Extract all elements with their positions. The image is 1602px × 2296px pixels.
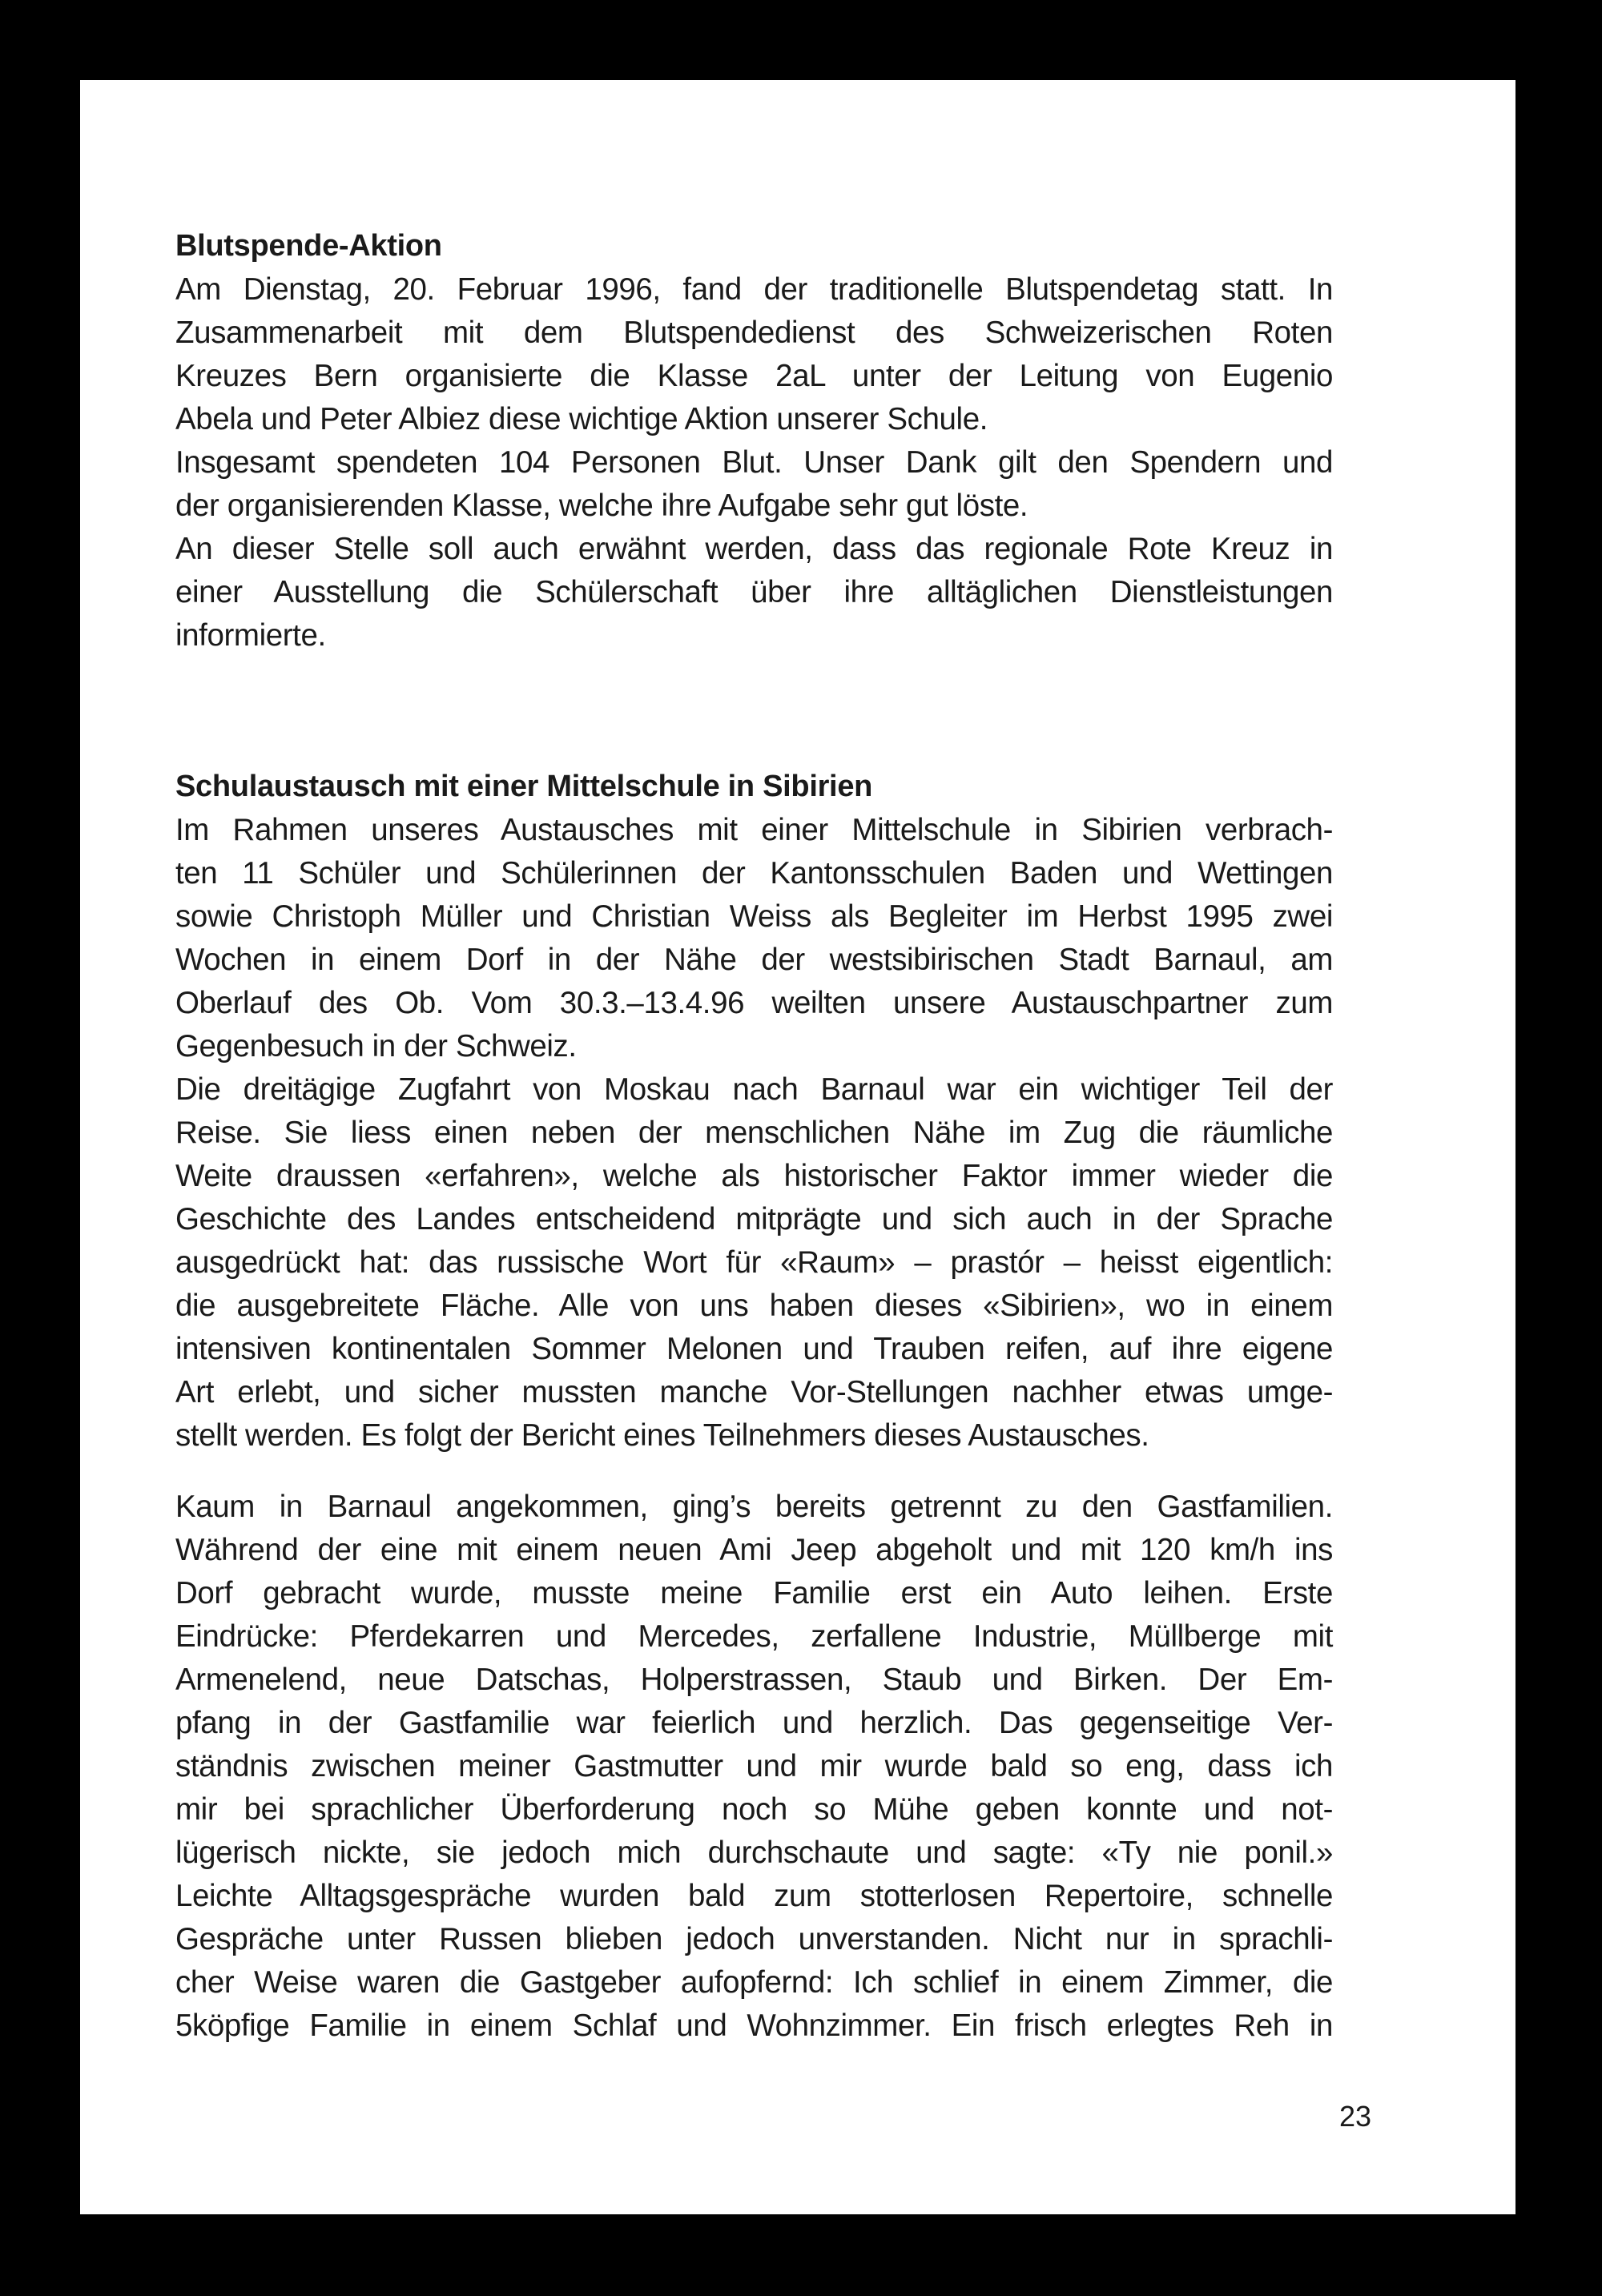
text-line: Kaum in Barnaul angekommen, ging’s bereits getrennt zu den Gastfamilien. [175,1490,1333,1524]
text-line: Die dreitägige Zugfahrt von Moskau nach Barnaul war ein wichtiger Teil der [175,1072,1333,1107]
text-line: Leichte Alltagsgespräche wurden bald zum stotterlosen Repertoire, schnelle [175,1879,1333,1913]
text-line: die ausgebreitete Fläche. Alle von uns haben dieses «Sibirien», wo in einem [175,1289,1333,1323]
text-line: Wochen in einem Dorf in der Nähe der westsibirischen Stadt Barnaul, am [175,943,1333,977]
text-line: An dieser Stelle soll auch erwähnt werden, dass das regionale Rote Kreuz in [175,532,1333,566]
section-heading: Schulaustausch mit einer Mittelschule in Sibirien [175,770,873,803]
text-line: ten 11 Schüler und Schülerinnen der Kantonsschulen Baden und Wettingen [175,856,1333,891]
text-line: sowie Christoph Müller und Christian Weiss als Begleiter im Herbst 1995 zwei [175,899,1333,934]
text-line: Gegenbesuch in der Schweiz. [175,1029,577,1064]
text-line: pfang in der Gastfamilie war feierlich und herzlich. Das gegenseitige Ver- [175,1706,1333,1740]
text-line: Reise. Sie liess einen neben der menschlichen Nähe im Zug die räumliche [175,1116,1333,1150]
page-number: 23 [1338,2100,1371,2133]
text-line: Oberlauf des Ob. Vom 30.3.–13.4.96 weilten unsere Austauschpartner zum [175,986,1333,1020]
text-line: intensiven kontinentalen Sommer Melonen und Trauben reifen, auf ihre eigene [175,1332,1333,1366]
text-line: ausgedrückt hat: das russische Wort für «Raum» – prastór – heisst eigentlich: [175,1245,1333,1280]
text-line: Geschichte des Landes entscheidend mitprägte und sich auch in der Sprache [175,1202,1333,1236]
text-line: Am Dienstag, 20. Februar 1996, fand der traditionelle Blutspendetag statt. In [175,272,1333,307]
text-line: cher Weise waren die Gastgeber aufopfernd: Ich schlief in einem Zimmer, die [175,1965,1333,2000]
text-line: stellt werden. Es folgt der Bericht eines Teilnehmers dieses Austausches. [175,1418,1149,1453]
text-line: einer Ausstellung die Schülerschaft über ihre alltäglichen Dienstleistungen [175,575,1333,609]
text-line: Während der eine mit einem neuen Ami Jeep abgeholt und mit 120 km/h ins [175,1533,1333,1567]
text-line: der organisierenden Klasse, welche ihre Aufgabe sehr gut löste. [175,489,1028,523]
text-line: 5köpfige Familie in einem Schlaf und Wohnzimmer. Ein frisch erlegtes Reh in [175,2008,1333,2043]
text-line: informierte. [175,618,326,653]
section-heading: Blutspende-Aktion [175,229,442,263]
text-line: mir bei sprachlicher Überforderung noch so Mühe geben konnte und not- [175,1792,1333,1827]
text-line: Zusammenarbeit mit dem Blutspendedienst des Schweizerischen Roten [175,316,1333,350]
text-line: Art erlebt, und sicher mussten manche Vor-Stellungen nachher etwas umge- [175,1375,1333,1409]
text-line: Dorf gebracht wurde, musste meine Familie erst ein Auto leihen. Erste [175,1576,1333,1610]
text-line: Weite draussen «erfahren», welche als historischer Faktor immer wieder die [175,1159,1333,1193]
text-line: Gespräche unter Russen blieben jedoch unverstanden. Nicht nur in sprachli- [175,1922,1333,1956]
text-line: Im Rahmen unseres Austausches mit einer Mittelschule in Sibirien verbrach- [175,813,1333,847]
document-page [80,80,1515,2214]
text-line: ständnis zwischen meiner Gastmutter und mir wurde bald so eng, dass ich [175,1749,1333,1783]
text-line: Insgesamt spendeten 104 Personen Blut. Unser Dank gilt den Spendern und [175,445,1333,480]
text-line: Kreuzes Bern organisierte die Klasse 2aL unter der Leitung von Eugenio [175,359,1333,393]
text-line: Abela und Peter Albiez diese wichtige Aktion unserer Schule. [175,402,988,436]
text-line: Armenelend, neue Datschas, Holperstrassen, Staub und Birken. Der Em- [175,1663,1333,1697]
text-line: lügerisch nickte, sie jedoch mich durchschaute und sagte: «Ty nie ponil.» [175,1836,1333,1870]
text-line: Eindrücke: Pferdekarren und Mercedes, zerfallene Industrie, Müllberge mit [175,1619,1333,1654]
